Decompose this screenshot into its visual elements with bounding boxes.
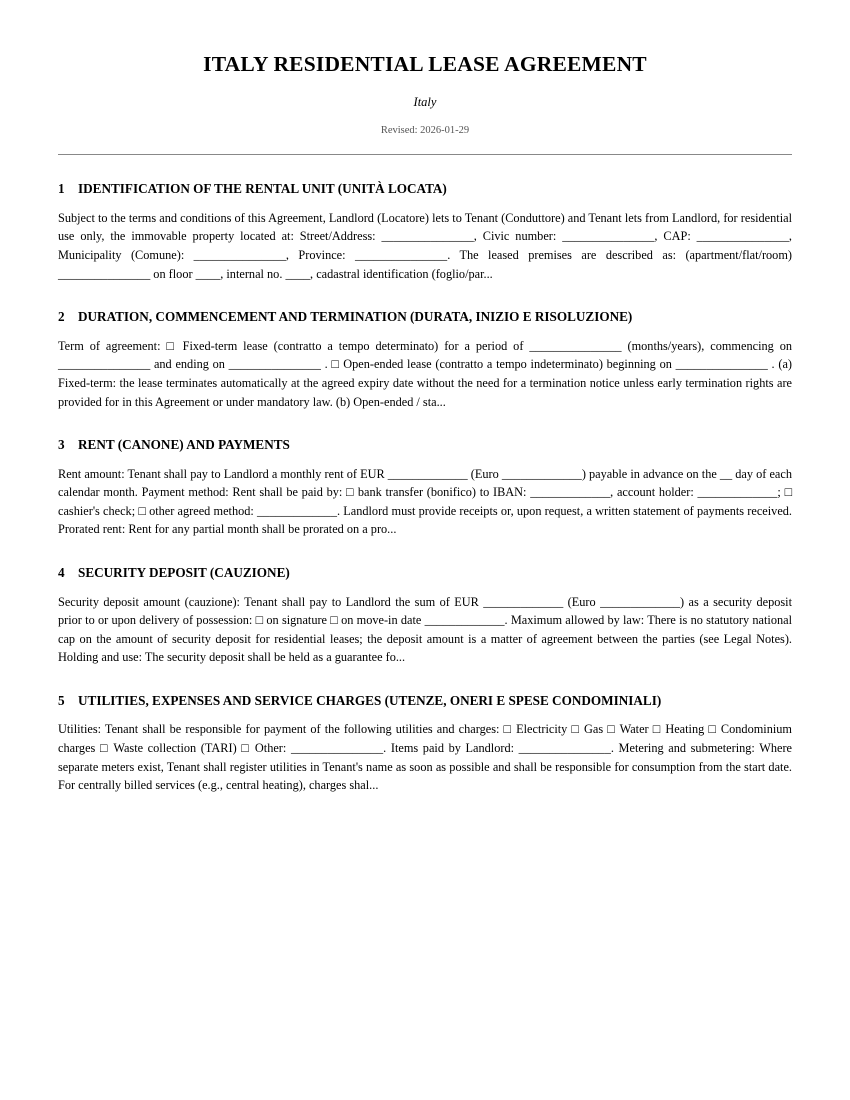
section-5-body: Utilities: Tenant shall be responsible for payment of the following utilities and charges: □ Electricity □ Gas □ Water □ Heating □ Condominium charges □ Waste collection (TARI) □ Other: _______________. Items paid by Landlord: _______________. Metering and submetering: Where separate meters exist, Tenant shall register utilities in Tenant's name as soon as possible and shall be responsible for consumption from the start date. For centrally billed services (e.g., central heating), charges shal...: [58, 722, 792, 793]
section-3-body: Rent amount: Tenant shall pay to Landlord a monthly rent of EUR _____________ (Euro _____________) payable in advance on the __ day of each calendar month. Payment method: Rent shall be paid by: □ bank transfer (bonifico) to IBAN: _____________, account holder: _____________; □ cashier's check; □ other agreed method: _____________. Landlord must provide receipts or, upon request, a written statement of payments received. Prorated rent: Rent for any partial month shall be prorated on a pro...: [58, 466, 792, 537]
section-3: [58, 411, 792, 539]
section-4: [58, 539, 792, 667]
section-3-heading: [58, 411, 792, 454]
section-4-body: Security deposit amount (cauzione): Tenant shall pay to Landlord the sum of EUR _____________ (Euro _____________) as a security deposit prior to or upon delivery of possession: □ on signature □ on move-in date _____________. Maximum allowed by law: There is no statutory national cap on the amount of security deposit for residential leases; the deposit amount is a matter of agreement between the parties (see Legal Notes). Holding and use: The security deposit shall be held as a guarantee fo...: [58, 594, 792, 665]
section-2: [58, 283, 792, 411]
section-1-body: Subject to the terms and conditions of this Agreement, Landlord (Locatore) lets to Tenant (Conduttore) and Tenant lets from Landlord, for residential use only, the immovable property located at: Street/Address: _______________, Civic number: _______________, CAP: _______________, Municipality (Comune): _______________, Province: _______________. The leased premises are described as: (apartment/flat/room) _______________ on floor ____, internal no. ____, cadastral identification (foglio/par...: [58, 210, 792, 281]
section-1-heading: [58, 155, 792, 198]
document-revised-date: Revised: 2026-01-29: [380, 124, 470, 136]
section-4-heading-text: SECURITY DEPOSIT (CAUZIONE): [78, 565, 290, 581]
section-1-heading-text: IDENTIFICATION OF THE RENTAL UNIT (UNITÀ LOCATA): [78, 181, 447, 197]
document-jurisdiction: Italy: [413, 94, 437, 109]
section-4-number: 4: [58, 565, 65, 581]
section-2-heading: [58, 283, 792, 326]
section-1-number: 1: [58, 181, 65, 197]
section-2-number: 2: [58, 309, 65, 325]
section-5: [58, 667, 792, 795]
section-5-number: 5: [58, 692, 65, 708]
section-5-heading-text: UTILITIES, EXPENSES AND SERVICE CHARGES (UTENZE, ONERI E SPESE CONDOMINIALI): [78, 692, 662, 708]
section-2-body: Term of agreement: □ Fixed-term lease (contratto a tempo determinato) for a period of _______________ (months/years), commencing on _______________ and ending on _______________ . □ Open-ended lease (contratto a tempo indeterminato) beginning on _______________ . (a) Fixed-term: the lease terminates automatically at the agreed expiry date without the need for a termination notice unless early termination rights are provided for in this Agreement or under mandatory law. (b) Open-ended / sta...: [58, 338, 792, 409]
section-3-number: 3: [58, 437, 65, 453]
page-title: ITALY RESIDENTIAL LEASE AGREEMENT: [203, 52, 647, 76]
section-2-heading-text: DURATION, COMMENCEMENT AND TERMINATION (DURATA, INIZIO E RISOLUZIONE): [78, 309, 633, 325]
section-5-heading: [58, 667, 792, 710]
section-1: [58, 155, 792, 283]
section-4-heading: [58, 539, 792, 582]
section-3-heading-text: RENT (CANONE) AND PAYMENTS: [78, 437, 290, 453]
